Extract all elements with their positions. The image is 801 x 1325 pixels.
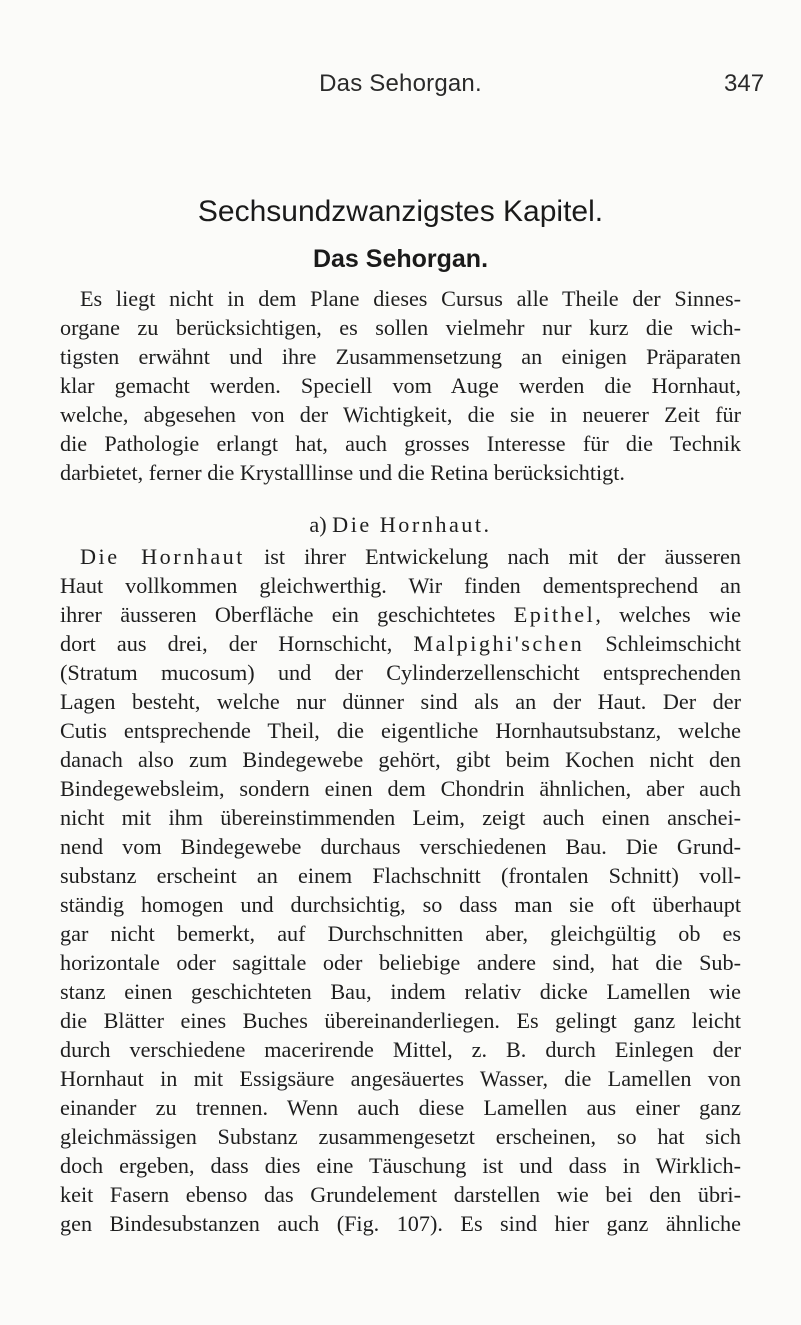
body-line: gar nicht bemerkt, auf Durchschnitten aber, gleichgültig ob es [60, 921, 741, 946]
section-heading [0, 514, 801, 536]
body-text: ist ihrer Entwickelung nach mit der äusseren [244, 544, 741, 569]
section-label: a) [309, 512, 327, 537]
body-text: Schleimschicht [584, 631, 741, 656]
body-line: keit Fasern ebenso das Grundelement darstellen wie bei den übri- [60, 1182, 741, 1207]
body-text: dort aus drei, der Hornschicht, [60, 631, 414, 656]
body-text: , welches wie [595, 602, 741, 627]
body-line: Cutis entsprechende Theil, die eigentliche Hornhautsubstanz, welche [60, 718, 741, 743]
spaced-term: Malpighi'schen [413, 631, 585, 656]
intro-line: Es liegt nicht in dem Plane dieses Cursus alle Theile der Sinnes- [80, 286, 741, 311]
intro-line: die Pathologie erlangt hat, auch grosses Interesse für die Technik [60, 431, 741, 456]
body-line: (Stratum mucosum) und der Cylinderzellenschicht entsprechenden [60, 660, 741, 685]
body-line: horizontale oder sagittale oder beliebige andere sind, hat die Sub- [60, 950, 741, 975]
intro-line: tigsten erwähnt und ihre Zusammensetzung an einigen Präparaten [60, 344, 741, 369]
body-line: nicht mit ihm übereinstimmenden Leim, zeigt auch einen anschei- [60, 805, 741, 830]
body-line [60, 604, 741, 626]
body-line: stanz einen geschichteten Bau, indem relativ dicke Lamellen wie [60, 979, 741, 1004]
body-line: Lagen besteht, welche nur dünner sind als an der Haut. Der der [60, 689, 741, 714]
body-line: danach also zum Bindegewebe gehört, gibt beim Kochen nicht den [60, 747, 741, 772]
body-line: durch verschiedene macerirende Mittel, z. B. durch Einlegen der [60, 1037, 741, 1062]
spaced-term: Die Hornhaut [80, 544, 245, 569]
body-line: nend vom Bindegewebe durchaus verschiedenen Bau. Die Grund- [60, 834, 741, 859]
body-line [80, 546, 741, 568]
body-line: substanz erscheint an einem Flachschnitt (frontalen Schnitt) voll- [60, 863, 741, 888]
body-line: ständig homogen und durchsichtig, so dass man sie oft überhaupt [60, 892, 741, 917]
intro-line: organe zu berücksichtigen, es sollen vielmehr nur kurz die wich- [60, 315, 741, 340]
body-line: Hornhaut in mit Essigsäure angesäuertes Wasser, die Lamellen von [60, 1066, 741, 1091]
body-line [60, 633, 741, 655]
body-line: Bindegewebsleim, sondern einen dem Chondrin ähnlichen, aber auch [60, 776, 741, 801]
body-line: gleichmässigen Substanz zusammengesetzt erscheinen, so hat sich [60, 1124, 741, 1149]
body-line: gen Bindesubstanzen auch (Fig. 107). Es sind hier ganz ähnliche [60, 1211, 741, 1236]
body-line: doch ergeben, dass dies eine Täuschung ist und dass in Wirklich- [60, 1153, 741, 1178]
spaced-term: Epithel [513, 602, 596, 627]
body-line: Haut vollkommen gleichwerthig. Wir finden dementsprechend an [60, 573, 741, 598]
section-title: Die Hornhaut. [332, 512, 492, 537]
body-line: einander zu trennen. Wenn auch diese Lamellen aus einer ganz [60, 1095, 741, 1120]
intro-line: klar gemacht werden. Speciell vom Auge werden die Hornhaut, [60, 373, 741, 398]
running-title: Das Sehorgan. [319, 70, 482, 97]
chapter-heading: Sechsundzwanzigstes Kapitel. [197, 195, 604, 228]
chapter-subtitle: Das Sehorgan. [312, 245, 489, 273]
intro-line: welche, abgesehen von der Wichtigkeit, die sie in neuerer Zeit für [60, 402, 741, 427]
body-text: ihrer äusseren Oberfläche ein geschichtetes [60, 602, 514, 627]
page-number: 347 [724, 70, 765, 97]
intro-line: darbietet, ferner die Krystalllinse und die Retina berücksichtigt. [60, 460, 625, 485]
body-line: die Blätter eines Buches übereinanderliegen. Es gelingt ganz leicht [60, 1008, 741, 1033]
